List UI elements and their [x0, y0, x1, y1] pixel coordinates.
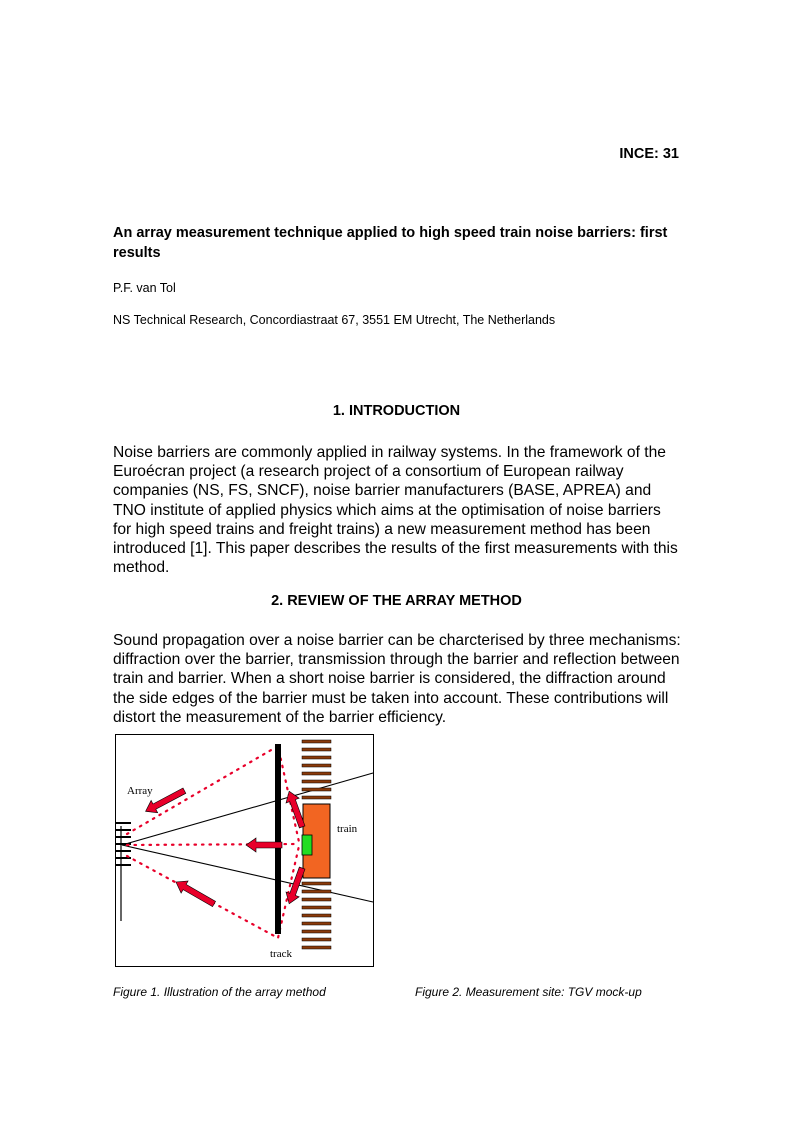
noise-barrier: [275, 744, 281, 934]
label-train: train: [337, 823, 358, 835]
section-text-introduction: Noise barriers are commonly applied in railway systems. In the framework of the Euroécran project (a research project of a consortium of European railway companies (NS, FS, SNCF), noise barrier manufacturers (BASE, APREA) and TNO institute of applied physics which aims at the optimisation of noise barriers for high speed trains and freight trains) a new measurement method has been introduced [1]. This paper describes the results of the first measurements with this method.: [113, 444, 678, 577]
label-track: track: [270, 948, 292, 960]
section-heading-introduction: 1. INTRODUCTION: [332, 403, 461, 419]
paper-reference: INCE: 31: [619, 146, 679, 162]
figure-frame: [116, 735, 374, 967]
figure-1-diagram: [115, 734, 375, 968]
section-heading-array-method: 2. REVIEW OF THE ARRAY METHOD: [271, 593, 522, 609]
sound-source: [302, 835, 312, 855]
figure-2-caption: Figure 2. Measurement site: TGV mock-up: [415, 985, 642, 999]
paper-title: An array measurement technique applied to high speed train noise barriers: first results: [113, 225, 668, 261]
label-array: Array: [127, 785, 153, 797]
section-text-array-method: Sound propagation over a noise barrier can be charcterised by three mechanisms: diffraction over the barrier, transmission through the barrier and reflection between train and barrier. When a short noise barrier is considered, the diffraction around the side edges of the barrier must be taken into account. These contributions will distort the measurement of the barrier efficiency.: [113, 632, 681, 726]
figure-1-caption: Figure 1. Illustration of the array method: [113, 985, 326, 999]
paper-author: P.F. van Tol: [113, 281, 176, 295]
paper-affiliation: NS Technical Research, Concordiastraat 67, 3551 EM Utrecht, The Netherlands: [113, 313, 556, 327]
